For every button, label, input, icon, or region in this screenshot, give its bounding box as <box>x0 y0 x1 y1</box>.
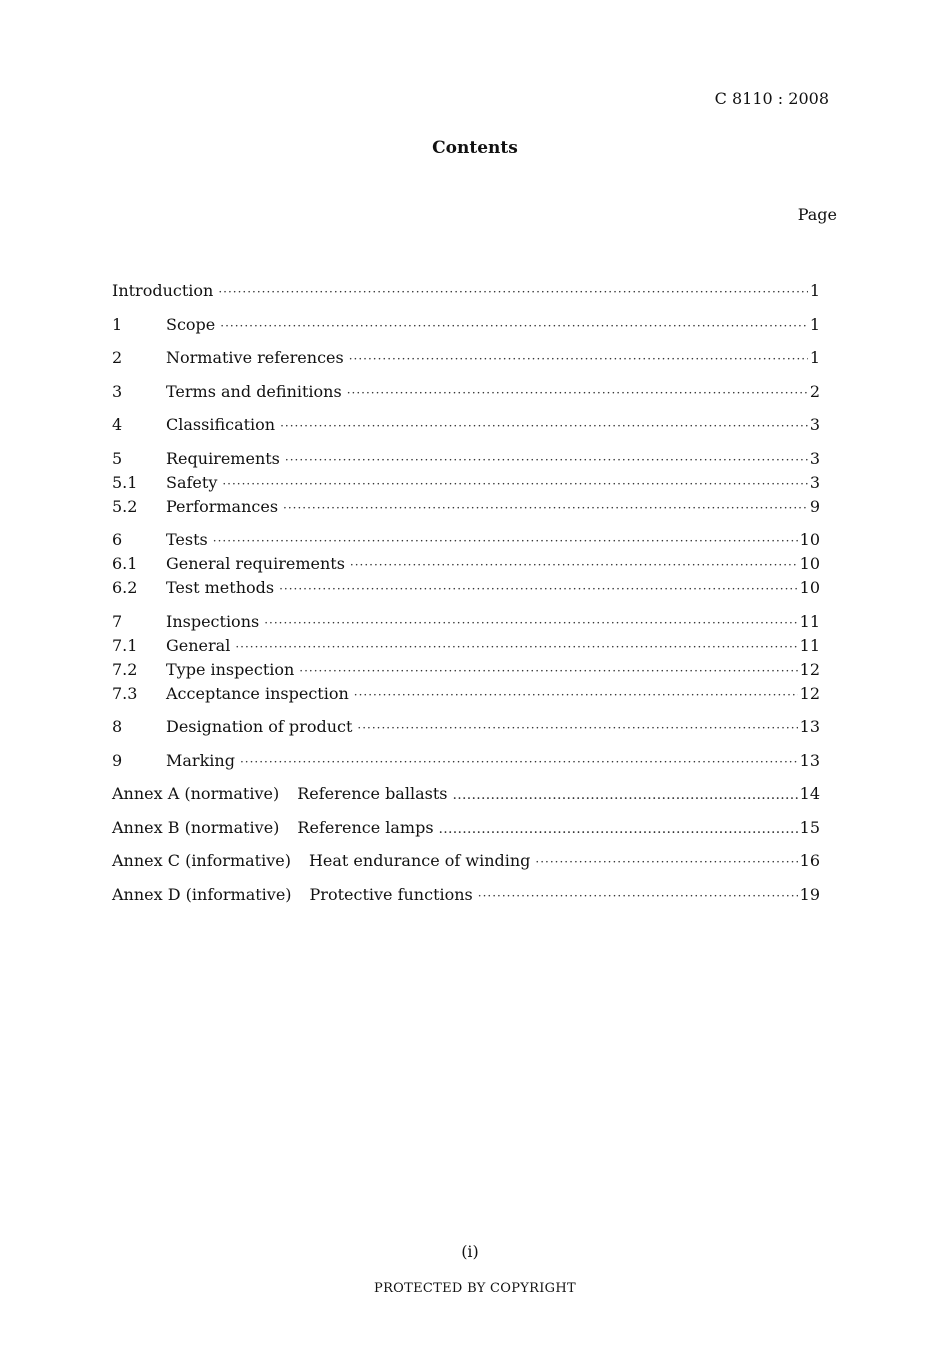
annex-designation: Annex B (normative) <box>112 817 280 837</box>
toc-entry-number: 8 <box>112 717 123 736</box>
toc-entry-number: 6.1 <box>112 554 138 573</box>
toc-entry-page: 1 <box>809 281 820 300</box>
toc-entry-label: General requirements <box>166 554 345 573</box>
toc-entry[interactable] <box>112 495 820 519</box>
toc-entry-page: 3 <box>809 448 820 468</box>
toc-entry-label: Normative references <box>166 348 344 367</box>
toc-annex-entry[interactable] <box>112 816 820 840</box>
toc-entry-label: Inspections <box>166 611 260 631</box>
leader-dots <box>535 849 797 874</box>
copyright-notice: PROTECTED BY COPYRIGHT <box>374 1281 576 1296</box>
toc-entry[interactable] <box>112 715 820 739</box>
toc-entry-label: Scope <box>166 314 216 334</box>
leader-dots <box>452 782 797 807</box>
toc-entry-number: 7.1 <box>112 635 138 655</box>
toc-entry-label: Tests <box>166 530 208 549</box>
leader-dots <box>283 495 808 520</box>
leader-dots <box>349 346 808 371</box>
toc-entry-label: Protective functions <box>309 884 473 904</box>
toc-entry-number: 6.2 <box>112 578 138 597</box>
toc-entry-number: 6 <box>112 530 123 549</box>
leader-dots <box>299 658 797 683</box>
leader-dots <box>280 413 808 438</box>
leader-dots <box>218 279 807 304</box>
leader-dots <box>354 682 798 707</box>
toc-entry-page: 15 <box>799 817 820 837</box>
toc-entry[interactable] <box>112 658 820 682</box>
toc-entry[interactable] <box>112 576 820 600</box>
toc-entry-page: 14 <box>799 784 820 803</box>
toc-entry[interactable] <box>112 471 820 495</box>
toc-entry-page: 1 <box>809 314 820 334</box>
toc-annex-entry[interactable] <box>112 849 820 873</box>
toc-entry-number: 2 <box>112 348 123 367</box>
toc-entry-number: 4 <box>112 415 123 434</box>
leader-dots <box>357 715 797 740</box>
leader-dots <box>264 610 797 635</box>
toc-entry[interactable] <box>112 380 820 404</box>
toc-entry-label: Performances <box>166 496 279 516</box>
page-number: (i) <box>461 1242 479 1261</box>
leader-dots <box>213 528 798 553</box>
annex-designation: Annex A (normative) <box>112 784 280 803</box>
toc-entry-number: 7.2 <box>112 659 138 679</box>
toc-entry-page: 13 <box>799 717 820 736</box>
toc-entry-page: 19 <box>799 884 820 904</box>
leader-dots <box>220 313 808 338</box>
standard-code: C 8110 : 2008 <box>714 89 829 108</box>
toc-entry-number: 5 <box>112 448 123 468</box>
toc-annex-entry[interactable] <box>112 883 820 907</box>
toc-entry-label: Marking <box>166 750 235 770</box>
leader-dots <box>240 749 798 774</box>
toc-entry-page: 12 <box>799 683 820 703</box>
annex-designation: Annex D (informative) <box>112 884 292 904</box>
toc-entry-label: Terms and definitions <box>166 381 342 401</box>
leader-dots <box>279 576 798 601</box>
toc-entry-page: 12 <box>799 659 820 679</box>
leader-dots <box>347 380 808 405</box>
toc-entry-page: 9 <box>809 496 820 516</box>
toc-entry-number: 7 <box>112 611 123 631</box>
toc-entry-label: Test methods <box>166 578 275 597</box>
toc-entry-page: 3 <box>809 472 820 492</box>
toc-entry[interactable] <box>112 413 820 437</box>
toc-entry-number: 7.3 <box>112 683 138 703</box>
toc-entry-label: Acceptance inspection <box>166 683 349 703</box>
toc-entry-page: 10 <box>799 530 820 549</box>
toc-entry-number: 5.1 <box>112 472 138 492</box>
toc-entry-number: 9 <box>112 750 123 770</box>
toc-entry-label: Requirements <box>166 448 280 468</box>
toc-entry[interactable] <box>112 279 820 303</box>
toc-entry[interactable] <box>112 346 820 370</box>
toc-entry[interactable] <box>112 610 820 634</box>
toc-entry-page: 2 <box>809 381 820 401</box>
toc-entry-label: Introduction <box>112 281 214 300</box>
toc-entry-number: 1 <box>112 314 123 334</box>
toc-entry[interactable] <box>112 634 820 658</box>
page-column-label: Page <box>797 205 837 224</box>
toc-entry-page: 10 <box>799 554 820 573</box>
toc-entry-label: Heat endurance of winding <box>308 851 531 870</box>
toc-entry[interactable] <box>112 447 820 471</box>
toc-entry-page: 11 <box>799 611 820 631</box>
table-of-contents <box>112 279 820 907</box>
toc-entry-page: 3 <box>809 415 820 434</box>
leader-dots <box>222 471 807 496</box>
leader-dots <box>350 552 798 577</box>
leader-dots <box>235 634 797 659</box>
toc-entry-page: 1 <box>809 348 820 367</box>
toc-entry-label: Type inspection <box>166 659 295 679</box>
toc-entry-label: Reference lamps <box>297 817 434 837</box>
page-title: Contents <box>432 138 518 158</box>
leader-dots <box>439 816 798 841</box>
toc-entry[interactable] <box>112 528 820 552</box>
annex-designation: Annex C (informative) <box>112 851 291 870</box>
toc-entry-page: 16 <box>799 851 820 870</box>
toc-entry-number: 5.2 <box>112 496 138 516</box>
toc-entry[interactable] <box>112 313 820 337</box>
toc-entry-page: 13 <box>799 750 820 770</box>
toc-annex-entry[interactable] <box>112 782 820 806</box>
toc-entry-label: Designation of product <box>166 717 353 736</box>
toc-entry-number: 3 <box>112 381 123 401</box>
toc-entry-label: Safety <box>166 472 218 492</box>
toc-entry-page: 10 <box>799 578 820 597</box>
toc-entry-label: Reference ballasts <box>297 784 448 803</box>
toc-entry-label: Classification <box>166 415 276 434</box>
toc-entry[interactable] <box>112 682 820 706</box>
toc-entry-page: 11 <box>799 635 820 655</box>
toc-entry[interactable] <box>112 749 820 773</box>
leader-dots <box>478 883 798 908</box>
toc-entry[interactable] <box>112 552 820 576</box>
toc-entry-label: General <box>166 635 231 655</box>
leader-dots <box>285 447 808 472</box>
